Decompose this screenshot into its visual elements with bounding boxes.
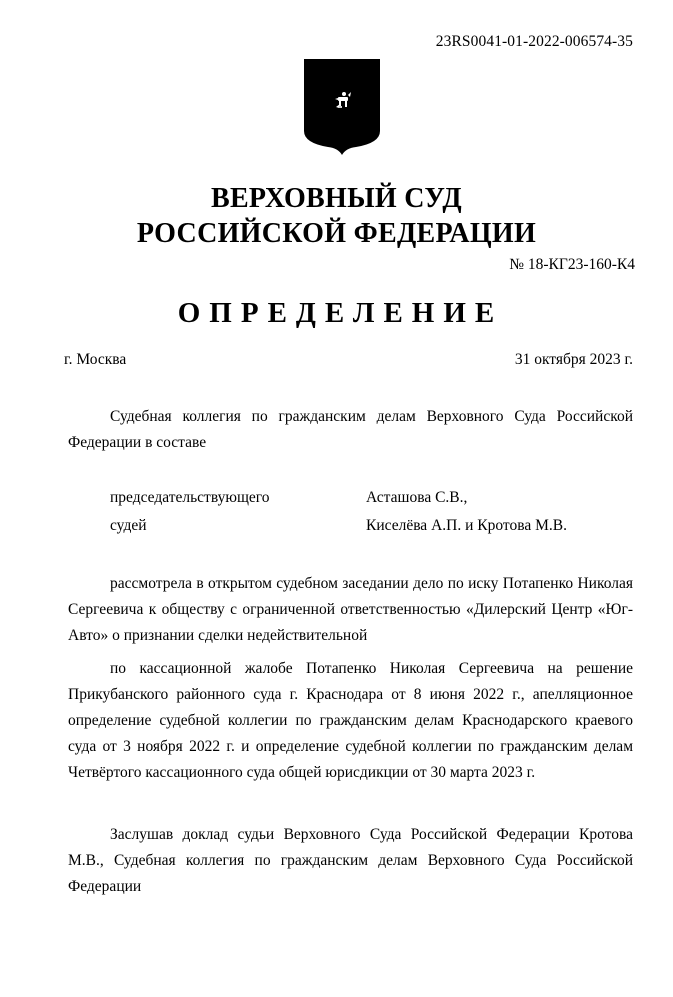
intro-paragraph: Судебная коллегия по гражданским делам Верховного Суда Российской Федерации в составе [68, 408, 633, 451]
case-number: № 18-КГ23-160-К4 [509, 256, 635, 273]
appeal-paragraph: по кассационной жалобе Потапенко Николая Сергеевича на решение Прикубанского районного суда г. Краснодара от 8 июня 2022 г., апелляционное определение судебной коллегии по гражданским делам Краснодарского краевого суда от 3 ноября 2022 г. и определение судебной коллегии по гражданским делам Четвёртого кассационного суда общей юрисдикции от 30 марта 2023 г. [68, 660, 633, 781]
court-emblem-icon [304, 59, 380, 155]
document-type-title: ОПРЕДЕЛЕНИЕ [177, 297, 504, 329]
case-identifier: 23RS0041-01-2022-006574-35 [435, 33, 633, 50]
document-date: 31 октября 2023 г. [514, 351, 633, 368]
case-description-paragraph: рассмотрела в открытом судебном заседании дело по иску Потапенко Николая Сергеевича к обществу с ограниченной ответственностью «Дилерский Центр «Юг-Авто» о признании сделки недействительной [68, 575, 633, 644]
composition-names: Киселёва А.П. и Кротова М.В. [366, 517, 567, 534]
hearing-paragraph: Заслушав доклад судьи Верховного Суда Российской Федерации Кротова М.В., Судебная коллегия по гражданским делам Верховного Суда Российской Федерации [68, 826, 633, 895]
composition-role: судей [110, 517, 147, 534]
court-name-line1: ВЕРХОВНЫЙ СУД [210, 183, 462, 214]
composition-names: Асташова С.В., [366, 489, 468, 506]
document-city: г. Москва [64, 351, 127, 368]
court-name-line2: РОССИЙСКОЙ ФЕДЕРАЦИИ [136, 218, 537, 249]
composition-role: председательствующего [110, 489, 270, 506]
